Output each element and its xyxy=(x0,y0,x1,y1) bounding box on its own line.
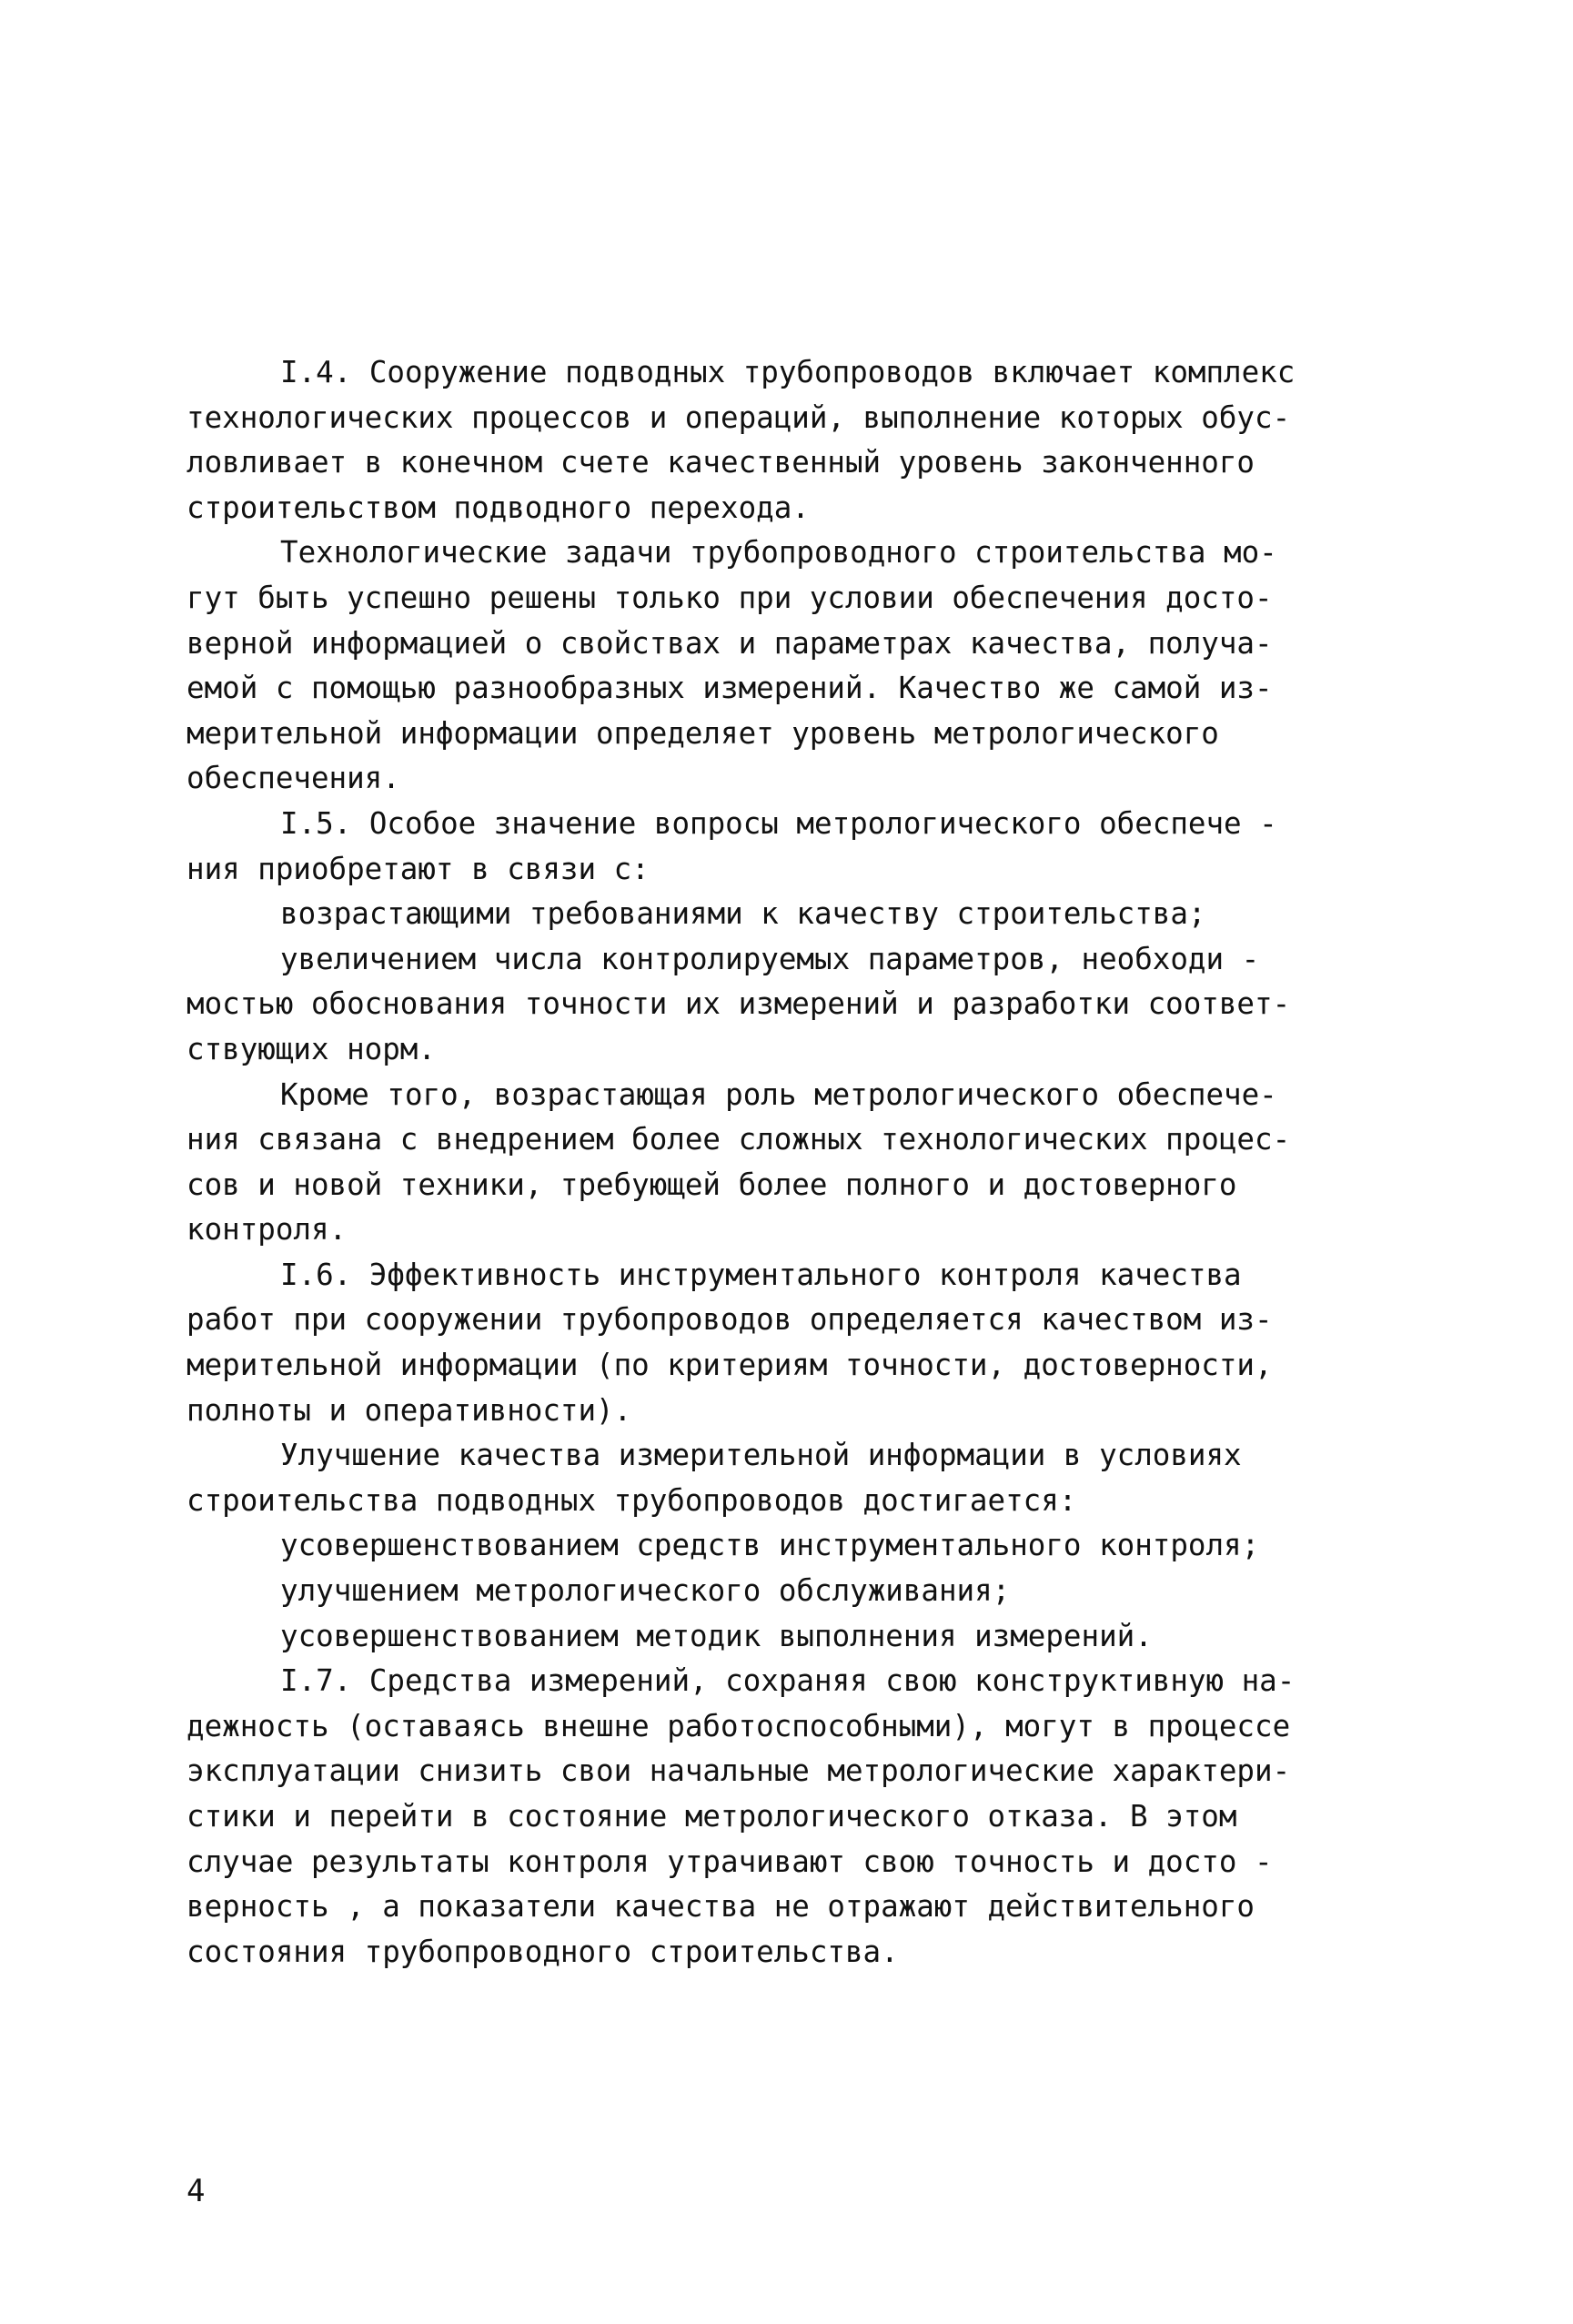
text-line: емой с помощью разнообразных измерений. Качество же самой из- xyxy=(187,671,1273,706)
text-line: Кроме того, возрастающая роль метрологического обеспече- xyxy=(280,1076,1277,1112)
text-line: возрастающими требованиями к качеству строительства; xyxy=(280,896,1206,932)
text-line: строительством подводного перехода. xyxy=(187,490,810,525)
text-line: I.6. Эффективность инструментального контроля качества xyxy=(280,1257,1242,1292)
text-line: строительства подводных трубопроводов достигается: xyxy=(187,1482,1077,1518)
text-line: состояния трубопроводного строительства. xyxy=(187,1934,899,1969)
page-number: 4 xyxy=(187,2173,206,2209)
text-line: случае результаты контроля утрачивают свою точность и досто - xyxy=(187,1844,1273,1879)
text-line: ния приобретают в связи с: xyxy=(187,851,650,886)
text-line: ловливает в конечном счете качественный уровень законченного xyxy=(187,445,1255,480)
text-line: полноты и оперативности). xyxy=(187,1392,632,1428)
text-line: мерительной информации определяет уровень метрологического xyxy=(187,715,1219,751)
text-line: ния связана с внедрением более сложных технологических процес- xyxy=(187,1122,1291,1157)
text-line: мостью обоснования точности их измерений и разработки соответ- xyxy=(187,986,1291,1022)
text-line: верность , а показатели качества не отражают действительного xyxy=(187,1889,1255,1925)
text-line: увеличением числа контролируемых параметров, необходи - xyxy=(280,941,1260,976)
text-line: контроля. xyxy=(187,1212,348,1248)
text-line: ствующих норм. xyxy=(187,1031,436,1066)
text-line: улучшением метрологического обслуживания; xyxy=(280,1573,1011,1609)
text-line: дежность (оставаясь внешне работоспособными), могут в процессе xyxy=(187,1708,1291,1743)
text-line: усовершенствованием методик выполнения измерений. xyxy=(280,1618,1153,1653)
text-line: Технологические задачи трубопроводного строительства мо- xyxy=(280,535,1277,571)
text-line: стики и перейти в состояние метрологического отказа. В этом xyxy=(187,1799,1237,1834)
text-line: верной информацией о свойствах и параметрах качества, получа- xyxy=(187,625,1273,661)
text-line: обеспечения. xyxy=(187,761,400,796)
text-line: технологических процессов и операций, выполнение которых обус- xyxy=(187,399,1291,435)
text-line: I.7. Средства измерений, сохраняя свою конструктивную на- xyxy=(280,1663,1296,1699)
text-line: I.4. Сооружение подводных трубопроводов включает комплекс xyxy=(280,355,1296,389)
text-line: работ при сооружении трубопроводов определяется качеством из- xyxy=(187,1302,1273,1338)
text-line: гут быть успешно решены только при условии обеспечения досто- xyxy=(187,580,1273,615)
text-line: усовершенствованием средств инструментального контроля; xyxy=(280,1528,1260,1563)
document-body xyxy=(187,350,1342,1975)
text-line: эксплуатации снизить свои начальные метрологические характери- xyxy=(187,1753,1291,1789)
text-line: I.5. Особое значение вопросы метрологического обеспече - xyxy=(280,805,1277,841)
text-line: сов и новой техники, требующей более полного и достоверного xyxy=(187,1167,1237,1202)
text-line: мерительной информации (по критериям точности, достоверности, xyxy=(187,1348,1273,1383)
text-line: Улучшение качества измерительной информации в условиях xyxy=(280,1438,1242,1473)
